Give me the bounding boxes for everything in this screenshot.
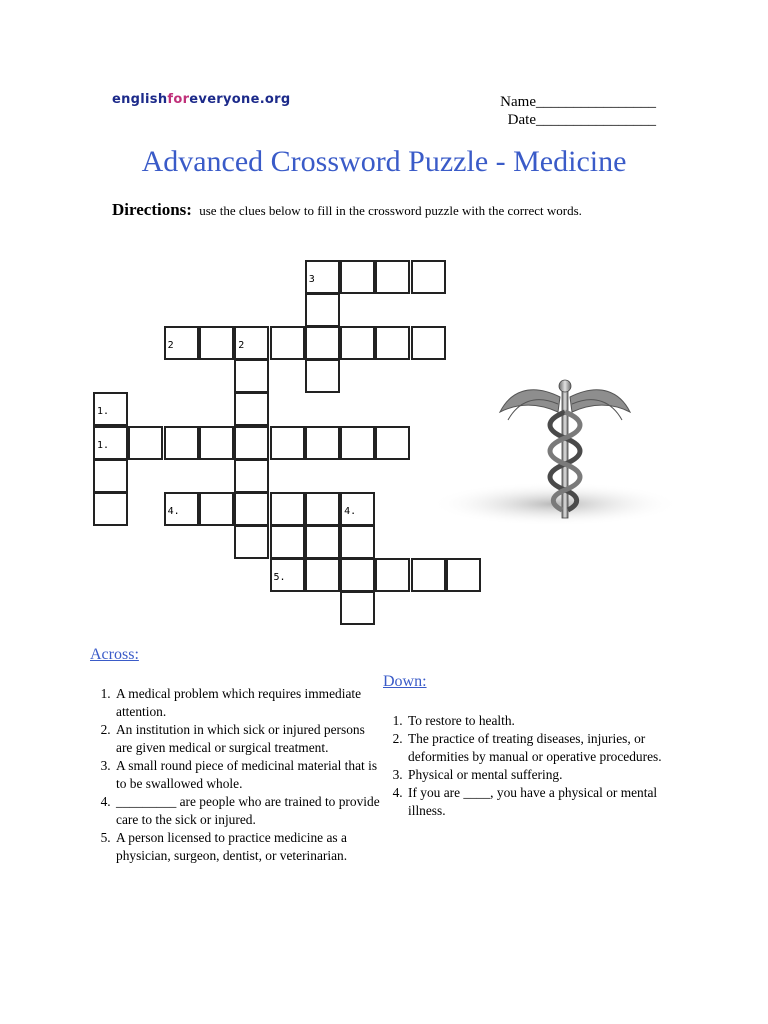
directions — [112, 200, 582, 220]
crossword-cell[interactable] — [375, 558, 410, 592]
crossword-cell[interactable] — [270, 426, 305, 460]
across-clue: 5. A person licensed to practice medicine as a physician, surgeon, dentist, or veterinarian. — [114, 829, 384, 865]
across-clue: 3. A small round piece of medicinal material that is to be swallowed whole. — [114, 757, 384, 793]
caduceus-icon — [430, 372, 680, 532]
crossword-cell[interactable] — [93, 459, 128, 493]
crossword-cell[interactable] — [305, 492, 340, 526]
across-clue: 1. A medical problem which requires immediate attention. — [114, 685, 384, 721]
crossword-cell[interactable] — [234, 326, 269, 360]
crossword-cell[interactable] — [411, 558, 446, 592]
crossword-cell[interactable] — [234, 459, 269, 493]
crossword-cell[interactable] — [199, 426, 234, 460]
crossword-cell[interactable] — [234, 492, 269, 526]
crossword-cell[interactable] — [270, 326, 305, 360]
crossword-cell[interactable] — [411, 260, 446, 294]
crossword-cell[interactable] — [199, 326, 234, 360]
crossword-cell-number: 2 — [238, 340, 245, 352]
crossword-cell[interactable] — [234, 392, 269, 426]
crossword-cell[interactable] — [164, 426, 199, 460]
crossword-cell[interactable] — [305, 293, 340, 327]
crossword-cell[interactable] — [234, 525, 269, 559]
crossword-cell-number: 1. — [97, 406, 110, 418]
crossword-cell[interactable] — [93, 492, 128, 526]
crossword-cell[interactable] — [270, 558, 305, 592]
page-title: Advanced Crossword Puzzle - Medicine — [141, 145, 627, 178]
logo-text-for: for — [167, 92, 190, 107]
crossword-cell-number: 1. — [97, 439, 110, 451]
crossword-cell[interactable] — [305, 525, 340, 559]
crossword-cell[interactable] — [340, 525, 375, 559]
crossword-cell[interactable] — [305, 326, 340, 360]
crossword-cell[interactable] — [375, 326, 410, 360]
name-field[interactable]: Name________________ — [500, 94, 656, 110]
logo-text-everyone: everyone.org — [189, 92, 291, 107]
down-heading: Down: — [383, 673, 427, 690]
crossword-cell[interactable] — [93, 392, 128, 426]
crossword-cell[interactable] — [128, 426, 163, 460]
down-clue: 4. If you are ____, you have a physical or mental illness. — [406, 784, 676, 820]
across-clue-list — [92, 685, 384, 865]
crossword-cell[interactable] — [234, 426, 269, 460]
crossword-cell-number: 4. — [344, 505, 357, 517]
crossword-cell[interactable] — [375, 260, 410, 294]
crossword-cell[interactable] — [340, 326, 375, 360]
crossword-cell-number: 2 — [167, 340, 174, 352]
crossword-cell[interactable] — [270, 492, 305, 526]
down-clue: 3. Physical or mental suffering. — [406, 766, 676, 784]
crossword-cell[interactable] — [340, 558, 375, 592]
crossword-cell[interactable] — [375, 426, 410, 460]
site-logo[interactable] — [112, 92, 290, 107]
crossword-cell[interactable] — [340, 492, 375, 526]
across-heading: Across: — [90, 646, 139, 663]
across-clue: 2. An institution in which sick or injured persons are given medical or surgical treatment. — [114, 721, 384, 757]
down-clue-list — [384, 712, 676, 820]
down-clue: 2. The practice of treating diseases, injuries, or deformities by manual or operative procedures. — [406, 730, 676, 766]
crossword-cell[interactable] — [164, 326, 199, 360]
crossword-cell[interactable] — [305, 260, 340, 294]
directions-text: use the clues below to fill in the crossword puzzle with the correct words. — [199, 203, 582, 218]
crossword-cell[interactable] — [199, 492, 234, 526]
across-clue: 4. _________ are people who are trained to provide care to the sick or injured. — [114, 793, 384, 829]
crossword-cell[interactable] — [340, 591, 375, 625]
crossword-cell[interactable] — [340, 426, 375, 460]
down-clue: 1. To restore to health. — [406, 712, 676, 730]
crossword-cell-number: 3 — [308, 274, 315, 285]
crossword-cell[interactable] — [164, 492, 199, 526]
crossword-cell[interactable] — [305, 558, 340, 592]
directions-label: Directions: — [112, 200, 192, 219]
crossword-cell[interactable] — [411, 326, 446, 360]
crossword-cell[interactable] — [234, 359, 269, 393]
date-field[interactable]: Date________________ — [507, 112, 656, 128]
logo-text-english: english — [112, 92, 168, 107]
crossword-cell[interactable] — [340, 260, 375, 294]
crossword-cell-number: 4. — [167, 505, 180, 517]
crossword-cell[interactable] — [270, 525, 305, 559]
crossword-cell[interactable] — [446, 558, 481, 592]
crossword-cell[interactable] — [93, 426, 128, 460]
crossword-cell[interactable] — [305, 359, 340, 393]
name-date-block — [500, 93, 656, 129]
crossword-cell[interactable] — [305, 426, 340, 460]
crossword-cell-number: 5. — [273, 571, 286, 583]
